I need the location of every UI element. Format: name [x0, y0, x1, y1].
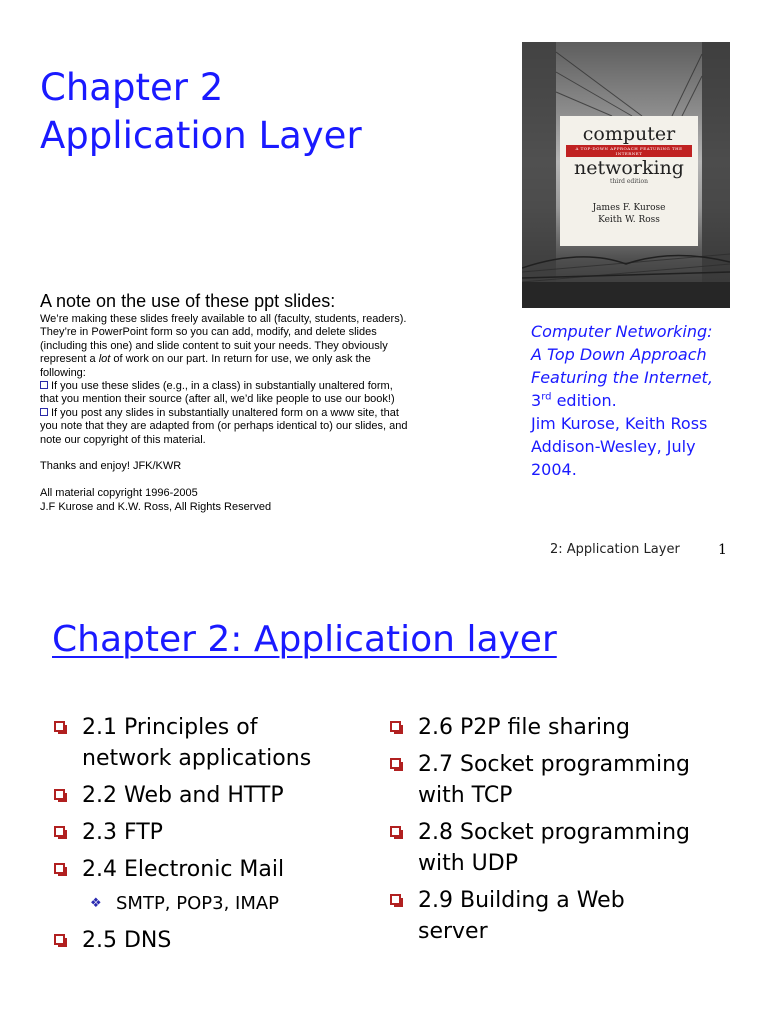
edition-number: 3 — [531, 391, 542, 410]
list-item — [384, 749, 744, 811]
square-bullet-icon — [54, 934, 65, 945]
topic-text: 2.1 Principles of — [82, 715, 258, 740]
citation-edition — [531, 389, 761, 412]
topics-right-column — [384, 712, 744, 953]
square-bullet-icon — [54, 863, 65, 874]
topic-text: with UDP — [418, 851, 518, 876]
slide-2-title: Chapter 2: Application layer — [52, 619, 557, 660]
citation-title-line: Computer Networking: — [531, 322, 713, 341]
note-emphasis: lot — [98, 353, 111, 366]
note-text: of work on our part. In return for use, we only ask the — [110, 353, 371, 366]
title-line-1: Chapter 2 — [40, 66, 224, 109]
requirement-1 — [40, 380, 480, 393]
copyright-line: All material copyright 1996-2005 — [40, 487, 198, 500]
slide-2 — [0, 578, 768, 1024]
square-bullet-icon — [390, 758, 401, 769]
book-title-panel — [560, 116, 698, 246]
list-item — [384, 817, 744, 879]
book-author-1: James F. Kurose — [592, 203, 666, 213]
book-cover-image — [522, 42, 730, 308]
list-item — [48, 712, 368, 774]
book-title-top: computer — [582, 123, 676, 145]
edition-text: edition. — [551, 391, 617, 410]
note-line: following: — [40, 366, 86, 379]
square-bullet-icon — [54, 826, 65, 837]
diamond-bullet-icon: ❖ — [90, 896, 102, 911]
checkbox-bullet-icon — [40, 381, 48, 389]
list-item — [384, 885, 744, 947]
topic-text: network applications — [82, 746, 312, 771]
topic-text: server — [418, 919, 488, 944]
list-item — [48, 780, 368, 811]
citation-title — [531, 320, 761, 389]
note-line — [40, 353, 480, 366]
title-line-2: Application Layer — [40, 114, 362, 157]
note-heading: A note on the use of these ppt slides: — [40, 291, 336, 311]
spacer — [40, 447, 480, 460]
topic-text: 2.4 Electronic Mail — [82, 857, 285, 882]
square-bullet-icon — [54, 789, 65, 800]
citation-publisher: Addison-Wesley, July — [531, 437, 696, 456]
checkbox-bullet-icon — [40, 408, 48, 416]
note-text: represent a — [40, 353, 99, 366]
book-authors — [560, 202, 698, 226]
book-title-bottom: networking — [574, 157, 684, 179]
square-bullet-icon — [390, 826, 401, 837]
topic-text: 2.2 Web and HTTP — [82, 783, 284, 808]
note-body — [40, 313, 480, 514]
subtopic-text: SMTP, POP3, IMAP — [116, 893, 280, 914]
citation-authors: Jim Kurose, Keith Ross — [531, 414, 708, 433]
topic-text: 2.8 Socket programming — [418, 820, 690, 845]
note-line: We’re making these slides freely available to all (faculty, students, readers). — [40, 313, 407, 325]
book-citation — [531, 320, 761, 481]
square-bullet-icon — [390, 894, 401, 905]
requirement-text: If you post any slides in substantially unaltered form on a www site, that — [51, 406, 399, 419]
topic-text: 2.9 Building a Web — [418, 888, 625, 913]
topic-text: 2.5 DNS — [82, 928, 172, 953]
note-line: that you mention their source (after all, we’d like people to use our book!) — [40, 393, 395, 406]
list-item — [48, 854, 368, 885]
slide-footer: 2: Application Layer — [550, 542, 680, 557]
topic-text: 2.3 FTP — [82, 820, 163, 845]
list-item — [48, 925, 368, 956]
topic-text: 2.6 P2P file sharing — [418, 715, 630, 740]
copyright-line: J.F Kurose and K.W. Ross, All Rights Reserved — [40, 500, 272, 513]
book-subtitle-band: A TOP-DOWN APPROACH FEATURING THE INTERNET — [566, 145, 692, 157]
square-bullet-icon — [54, 721, 65, 732]
edition-suffix: rd — [541, 391, 552, 403]
book-edition: third edition — [610, 178, 648, 185]
requirement-2 — [40, 407, 480, 420]
thanks-line: Thanks and enjoy! JFK/KWR — [40, 460, 182, 473]
citation-title-line: Featuring the Internet, — [531, 368, 713, 387]
note-line: you note that they are adapted from (or perhaps identical to) our slides, and — [40, 420, 408, 433]
list-item — [384, 712, 744, 743]
topic-text: 2.7 Socket programming — [418, 752, 690, 777]
citation-publisher: 2004. — [531, 460, 577, 479]
note-line: note our copyright of this material. — [40, 433, 206, 446]
note-line: (including this one) and slide content to suit your needs. They obviously — [40, 339, 388, 352]
usage-note — [40, 290, 480, 514]
topics-left-column — [48, 712, 368, 962]
topic-text: with TCP — [418, 783, 513, 808]
list-item — [48, 817, 368, 848]
square-bullet-icon — [390, 721, 401, 732]
citation-title-line: A Top Down Approach — [531, 345, 707, 364]
requirement-text: If you use these slides (e.g., in a class) in substantially unaltered form, — [51, 380, 393, 393]
slide-1-title — [40, 64, 362, 160]
note-line: They’re in PowerPoint form so you can add, modify, and delete slides — [40, 326, 377, 339]
spacer — [40, 474, 480, 487]
page-number: 1 — [718, 542, 727, 558]
sub-list-item — [48, 891, 368, 917]
book-author-2: Keith W. Ross — [598, 215, 660, 225]
